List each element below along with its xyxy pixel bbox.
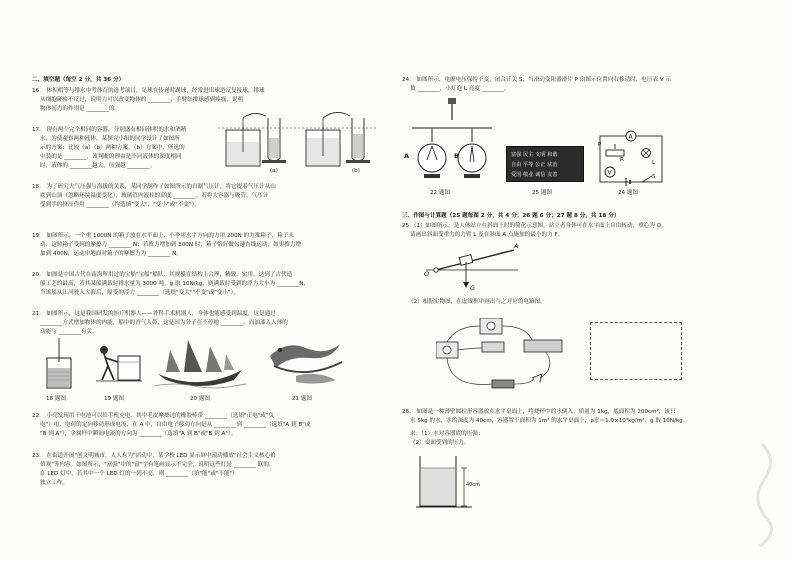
caption-figure-19: 19 题图 xyxy=(104,396,125,402)
q18-line2: 底到山顶（忽略环境温度变化），玻璃管内液柱的高度 ________。若将大容器与吸管，气压计 xyxy=(40,193,269,199)
q25-line3: （2）根据实物图，在虚线框中画出与之对应的电路图。 xyxy=(408,299,546,305)
figure-24-circuit-diagram xyxy=(596,124,666,188)
circuit-label-p: P xyxy=(598,142,602,148)
q19-line3: 加到 400N，运动中地面对箱子的摩擦力为 ________ N。 xyxy=(40,251,182,257)
q25-line1: 25.（1）如图所示，是人体站立在斜面上时的简化示意图，站立者身体可在水平面上自由转动，重心为 O， xyxy=(402,223,667,229)
figure-20-treasure-ship xyxy=(154,336,246,392)
q20-line3: 当该船从江河驶入大海后，船受的浮力 ________（选填"变大""不变"或"变小"）。 xyxy=(40,290,240,296)
electroscope-label-b: B xyxy=(454,152,459,160)
q24-line2: 数 ________，小灯泡 L 亮度 ________。 xyxy=(410,86,510,92)
q18-line1: 18. 为了研究大气压强与海拔的关系，某同学制作了如图所示的自制气压计，将它提着气压计从山 xyxy=(32,184,276,190)
caption-figure-18: 18 题图 xyxy=(46,396,67,402)
q17-caption-b: (b) xyxy=(352,168,360,174)
q26-line1: 26. 如图是一种薄壁圆柱形容器放在水平桌面上，将烧杯中的水倒入，质量为 1kg，底面积为 200cm²，该只 xyxy=(402,409,676,415)
figure-led-display-board xyxy=(506,146,584,182)
q18-line3: 受到手的挤压作用 ________（均选填"变大"、"变小"或"不变"）。 xyxy=(40,202,200,208)
q16-line3: 物体间力的作用是 ________的。 xyxy=(40,106,121,112)
q22-line3: "B 到 A"），金属杆中瞬间电流的方向为 ________（选填"A 到 B"或"B 到 A"）。 xyxy=(40,431,237,437)
caption-figure-25: 25 题图 xyxy=(532,190,553,196)
q20-line1: 20. 如图是中国古代在南海所用过的宝船"宝船"船队，其规模在结构上合理，精致、实用，达到了古代造 xyxy=(32,272,293,278)
q25-label-a: A xyxy=(514,242,519,250)
q26-depth-label: 40cm xyxy=(466,482,480,488)
q25-answer-dashed-box xyxy=(590,322,682,380)
q20-line2: 船工艺的最高，若其某船满载时排水量为 3000 吨，g 取 10N/kg，则满载时受到的浮力大小为 ________N， xyxy=(40,281,309,287)
svg-text:V: V xyxy=(607,169,612,177)
q25-label-o: O xyxy=(424,270,430,278)
led-row-2: 自由 平等 公正 法治 xyxy=(511,162,558,168)
q25-figure-incline xyxy=(424,242,526,294)
q26-line4: （2）桌面受到的压力。 xyxy=(410,440,470,446)
caption-figure-21: 21 题图 xyxy=(292,396,313,402)
q21-line3: 动能与 ________有关。 xyxy=(40,329,98,335)
q25-line2: 请画出斜面受重力的力臂 L 及在斜面 A 点施加的最小的力 F。 xyxy=(410,232,564,238)
section-heading-drawing-calc: 三、作图与计算题（25 题每图 2 分，共 4 分；26 题 6 分；27 题 8 分，共 18 分） xyxy=(402,213,620,219)
q23-line3: 在 LED 灯中，若其中一个 LED 灯的一列不亮，则 ________（填"能"或"不能"） xyxy=(40,471,238,477)
figure-21-dragon-boat xyxy=(266,336,344,386)
q16-line2: 从细胞碰撞不反过，说明力可以改变物体的 ________，手臂结排球感到疼痛，说明 xyxy=(40,97,244,103)
figure-18-barometer xyxy=(44,338,74,390)
q22-line1: 22. 小亮发现用干电池可以给手机充电，其中毛皮摩擦过的橡胶棒带 ________（选填"正电"或"负 xyxy=(32,413,275,419)
watermark-decoration xyxy=(742,440,782,550)
q26-line3: 求：（1）水对容器底的压强； xyxy=(410,431,484,437)
section-heading-fill-blank: 二、填空题（每空 2 分，共 36 分） xyxy=(32,77,125,83)
caption-figure-20: 20 题图 xyxy=(190,396,211,402)
q26-figure-container xyxy=(416,452,480,510)
circuit-label-s: S xyxy=(652,174,656,180)
q17-caption-a: (a) xyxy=(270,168,278,174)
led-row-1: 富强 民主 文明 和谐 xyxy=(511,152,558,158)
q17-line3: 示的方案：比较（a）（b）两种方案，（b）方案中，所选的 xyxy=(40,145,185,151)
circuit-label-l: L xyxy=(652,160,656,166)
q17-line4: 中装的是 ________，该判断的理由是不同液体的深度相同 xyxy=(40,154,182,160)
q24-line1: 24. 如图所示，电源电压保持不变，闭合开关 S，当滑动变阻器滑片 P 由图示位置向右移动时，电压表 V 示 xyxy=(402,77,672,83)
q23-line4: 独立工作。 xyxy=(40,480,68,486)
right-column xyxy=(400,0,770,562)
q16-line1: 16. 体积相等与排水中考体育的选考项目，足球在传递时踢球，经常进出球道反复接球，排球 xyxy=(32,88,265,94)
electroscope-label-a: A xyxy=(404,152,410,160)
q22-line2: 电"）电，电荷的定向移动形成电流，在 A 中，自由电子移动方向是从 ________到 ________（选填"A 到 B"或 xyxy=(40,422,311,428)
q17-line5: 时，液体的 ________越大，压强越 ________。 xyxy=(40,163,156,169)
q26-line2: 水 5kg 的水，水的深度为 40cm，容器置于面积为 1m² 的水平桌面上，ρ水＝1.0×10³kg/m³，g 取 10N/kg。 xyxy=(410,418,689,424)
q21-line1: 21. 如图所示，这是我国研发的医疗机器人——外科手术机器人，身体也能感受到温度，这是通过 xyxy=(32,311,276,317)
svg-text:A: A xyxy=(628,133,633,141)
q23-line1: 23. 在街道开展"创文明城市，人人有为"活动中，某学校 LED 显示屏中滚动播放"社会主义核心价 xyxy=(32,453,276,459)
q17-line2: 水，为使观察两种液体，某探究小组的同学设计了如图所 xyxy=(40,136,180,142)
q17-figure-pressure-probes xyxy=(218,108,378,176)
q21-line2: ________方式增加物体的内能，船中的香气入鼻，这是因为分子在不停地 ________，而油漆入人体的 xyxy=(40,320,288,326)
figure-19-pushing-box xyxy=(94,344,144,386)
q19-line1: 19. 如图所示，一个重 1000N 的箱子放在水平面上，小李用水平方向的力用 200N 的力推箱子，箱子未 xyxy=(32,233,294,239)
circuit-label-r: R xyxy=(620,157,624,163)
q25-figure-physical-circuit xyxy=(436,318,566,396)
q25-label-g: G xyxy=(470,284,476,292)
figure-22-electroscopes xyxy=(404,98,492,186)
q23-line2: 值观"等内容。如图所示，"富强"中的"富"字有笔画显示不完全，说明这些灯是 ________ 联的， xyxy=(40,462,275,468)
caption-figure-24: 24 题图 xyxy=(618,190,639,196)
q19-line2: 动，这时箱子受到的摩擦力 ________ N；若推力增加到 300N 时，箱子恰好做匀速直线运动；如果推力增 xyxy=(40,242,302,248)
caption-figure-22: 22 题图 xyxy=(430,190,451,196)
led-row-3: 爱国 敬业 诚信 友善 xyxy=(511,172,558,178)
q17-line1: 17. 现有两个完全相同的容器，分别盛有相同体积的水和酒精 xyxy=(32,127,187,133)
left-column xyxy=(30,0,382,562)
